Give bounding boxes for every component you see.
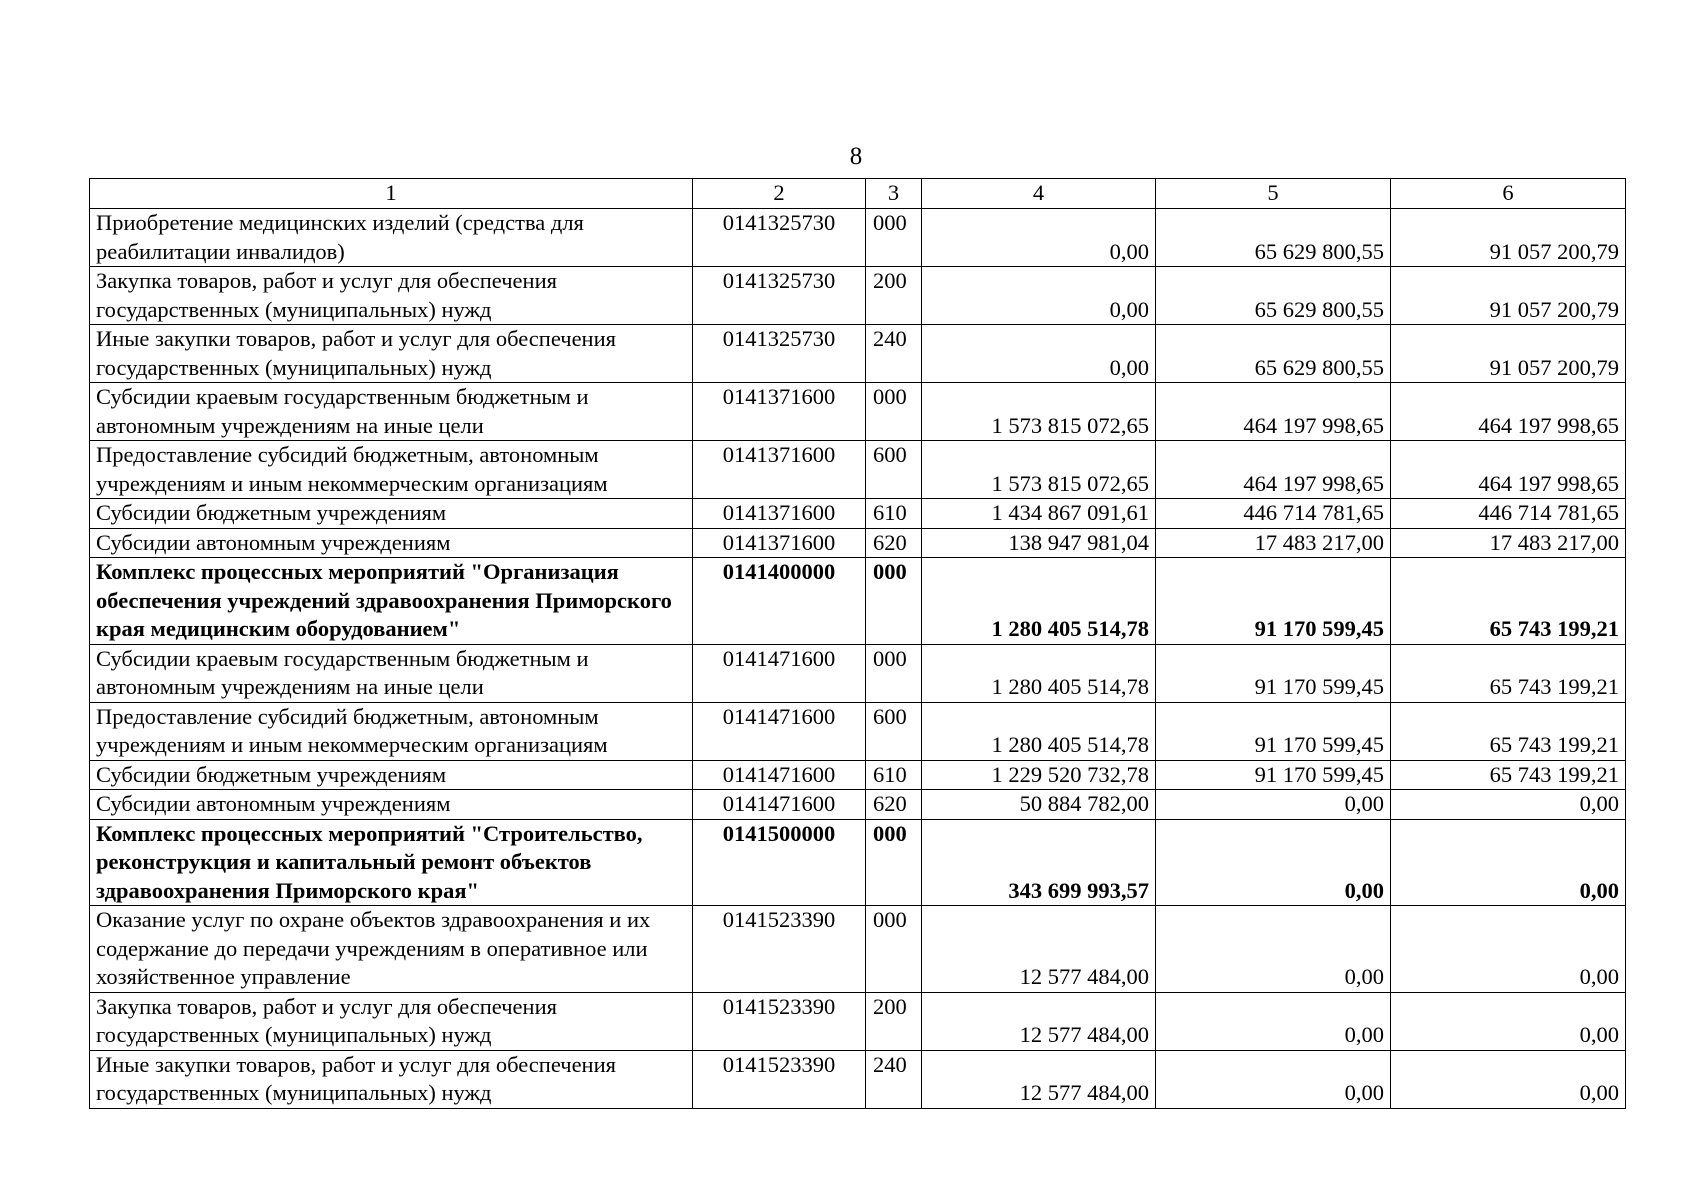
cell-name: Субсидии бюджетным учреждениям — [90, 499, 693, 529]
cell-expense-type: 000 — [866, 383, 922, 441]
cell-amount-col4: 1 280 405 514,78 — [922, 644, 1156, 702]
cell-amount-col5: 91 170 599,45 — [1156, 644, 1391, 702]
cell-amount-col6: 65 743 199,21 — [1391, 760, 1626, 790]
table-row — [90, 644, 1626, 702]
cell-name: Комплекс процессных мероприятий "Организация обеспечения учреждений здравоохранения Приморского края медицинским оборудованием" — [90, 558, 693, 645]
cell-expense-type: 200 — [866, 992, 922, 1050]
cell-amount-col6: 0,00 — [1391, 1050, 1626, 1108]
cell-amount-col4: 12 577 484,00 — [922, 1050, 1156, 1108]
cell-amount-col5: 17 483 217,00 — [1156, 528, 1391, 558]
cell-amount-col6: 65 743 199,21 — [1391, 558, 1626, 645]
cell-amount-col5: 464 197 998,65 — [1156, 383, 1391, 441]
cell-name: Предоставление субсидий бюджетным, автономным учреждениям и иным некоммерческим организациям — [90, 702, 693, 760]
column-header-2: 2 — [693, 179, 866, 209]
cell-target-code: 0141471600 — [693, 702, 866, 760]
cell-target-code: 0141523390 — [693, 906, 866, 993]
cell-amount-col6: 91 057 200,79 — [1391, 325, 1626, 383]
cell-amount-col4: 12 577 484,00 — [922, 906, 1156, 993]
cell-amount-col5: 464 197 998,65 — [1156, 441, 1391, 499]
table-row — [90, 760, 1626, 790]
cell-amount-col4: 1 280 405 514,78 — [922, 558, 1156, 645]
cell-target-code: 0141325730 — [693, 267, 866, 325]
cell-amount-col5: 91 170 599,45 — [1156, 702, 1391, 760]
cell-amount-col5: 91 170 599,45 — [1156, 558, 1391, 645]
cell-amount-col6: 65 743 199,21 — [1391, 644, 1626, 702]
table-row — [90, 441, 1626, 499]
cell-amount-col4: 1 280 405 514,78 — [922, 702, 1156, 760]
cell-target-code: 0141471600 — [693, 790, 866, 820]
cell-target-code: 0141371600 — [693, 383, 866, 441]
cell-amount-col5: 65 629 800,55 — [1156, 325, 1391, 383]
cell-name: Предоставление субсидий бюджетным, автономным учреждениям и иным некоммерческим организациям — [90, 441, 693, 499]
cell-name: Субсидии бюджетным учреждениям — [90, 760, 693, 790]
cell-target-code: 0141500000 — [693, 819, 866, 906]
cell-expense-type: 000 — [866, 558, 922, 645]
cell-name: Иные закупки товаров, работ и услуг для обеспечения государственных (муниципальных) нужд — [90, 325, 693, 383]
table-row — [90, 790, 1626, 820]
cell-amount-col6: 0,00 — [1391, 819, 1626, 906]
cell-amount-col6: 464 197 998,65 — [1391, 441, 1626, 499]
cell-name: Приобретение медицинских изделий (средства для реабилитации инвалидов) — [90, 209, 693, 267]
page-number: 8 — [849, 143, 863, 170]
cell-name: Иные закупки товаров, работ и услуг для обеспечения государственных (муниципальных) нужд — [90, 1050, 693, 1108]
cell-amount-col5: 0,00 — [1156, 790, 1391, 820]
column-header-6: 6 — [1391, 179, 1626, 209]
cell-amount-col4: 0,00 — [922, 209, 1156, 267]
table-row — [90, 558, 1626, 645]
cell-expense-type: 600 — [866, 702, 922, 760]
cell-name: Закупка товаров, работ и услуг для обеспечения государственных (муниципальных) нужд — [90, 267, 693, 325]
cell-amount-col4: 12 577 484,00 — [922, 992, 1156, 1050]
cell-amount-col4: 1 573 815 072,65 — [922, 383, 1156, 441]
table-row — [90, 499, 1626, 529]
cell-expense-type: 610 — [866, 760, 922, 790]
cell-target-code: 0141371600 — [693, 499, 866, 529]
cell-amount-col6: 0,00 — [1391, 906, 1626, 993]
cell-amount-col6: 91 057 200,79 — [1391, 267, 1626, 325]
cell-amount-col5: 0,00 — [1156, 992, 1391, 1050]
column-header-1: 1 — [90, 179, 693, 209]
cell-expense-type: 240 — [866, 1050, 922, 1108]
cell-expense-type: 620 — [866, 790, 922, 820]
table-row — [90, 528, 1626, 558]
cell-expense-type: 610 — [866, 499, 922, 529]
cell-amount-col5: 0,00 — [1156, 819, 1391, 906]
cell-amount-col5: 91 170 599,45 — [1156, 760, 1391, 790]
cell-target-code: 0141523390 — [693, 992, 866, 1050]
cell-name: Оказание услуг по охране объектов здравоохранения и их содержание до передачи учреждениям в оперативное или хозяйственное управление — [90, 906, 693, 993]
table-row — [90, 906, 1626, 993]
cell-amount-col4: 0,00 — [922, 325, 1156, 383]
cell-target-code: 0141325730 — [693, 209, 866, 267]
cell-expense-type: 000 — [866, 644, 922, 702]
cell-target-code: 0141471600 — [693, 760, 866, 790]
cell-expense-type: 600 — [866, 441, 922, 499]
cell-amount-col6: 464 197 998,65 — [1391, 383, 1626, 441]
cell-amount-col6: 0,00 — [1391, 992, 1626, 1050]
cell-target-code: 0141471600 — [693, 644, 866, 702]
budget-table — [89, 178, 1626, 1109]
column-header-3: 3 — [866, 179, 922, 209]
cell-amount-col4: 0,00 — [922, 267, 1156, 325]
cell-amount-col6: 0,00 — [1391, 790, 1626, 820]
cell-amount-col5: 65 629 800,55 — [1156, 267, 1391, 325]
cell-name: Закупка товаров, работ и услуг для обеспечения государственных (муниципальных) нужд — [90, 992, 693, 1050]
cell-expense-type: 000 — [866, 209, 922, 267]
column-header-5: 5 — [1156, 179, 1391, 209]
cell-target-code: 0141371600 — [693, 441, 866, 499]
cell-expense-type: 000 — [866, 906, 922, 993]
cell-target-code: 0141400000 — [693, 558, 866, 645]
cell-expense-type: 620 — [866, 528, 922, 558]
cell-expense-type: 200 — [866, 267, 922, 325]
cell-amount-col4: 1 573 815 072,65 — [922, 441, 1156, 499]
cell-amount-col5: 0,00 — [1156, 1050, 1391, 1108]
cell-name: Субсидии краевым государственным бюджетным и автономным учреждениям на иные цели — [90, 383, 693, 441]
table-row — [90, 383, 1626, 441]
table-row — [90, 267, 1626, 325]
cell-amount-col4: 343 699 993,57 — [922, 819, 1156, 906]
cell-amount-col6: 65 743 199,21 — [1391, 702, 1626, 760]
cell-amount-col6: 446 714 781,65 — [1391, 499, 1626, 529]
cell-name: Комплекс процессных мероприятий "Строительство, реконструкция и капитальный ремонт объектов здравоохранения Приморского края" — [90, 819, 693, 906]
cell-amount-col5: 65 629 800,55 — [1156, 209, 1391, 267]
table-header-row — [90, 179, 1626, 209]
table-row — [90, 819, 1626, 906]
table-body — [90, 179, 1626, 1109]
cell-amount-col4: 50 884 782,00 — [922, 790, 1156, 820]
cell-target-code: 0141523390 — [693, 1050, 866, 1108]
cell-amount-col4: 1 434 867 091,61 — [922, 499, 1156, 529]
cell-amount-col6: 91 057 200,79 — [1391, 209, 1626, 267]
cell-amount-col4: 138 947 981,04 — [922, 528, 1156, 558]
table-row — [90, 992, 1626, 1050]
cell-name: Субсидии автономным учреждениям — [90, 790, 693, 820]
cell-target-code: 0141325730 — [693, 325, 866, 383]
cell-amount-col5: 0,00 — [1156, 906, 1391, 993]
cell-expense-type: 240 — [866, 325, 922, 383]
cell-amount-col4: 1 229 520 732,78 — [922, 760, 1156, 790]
column-header-4: 4 — [922, 179, 1156, 209]
table-row — [90, 702, 1626, 760]
cell-expense-type: 000 — [866, 819, 922, 906]
cell-amount-col5: 446 714 781,65 — [1156, 499, 1391, 529]
cell-target-code: 0141371600 — [693, 528, 866, 558]
cell-amount-col6: 17 483 217,00 — [1391, 528, 1626, 558]
table-row — [90, 325, 1626, 383]
cell-name: Субсидии автономным учреждениям — [90, 528, 693, 558]
cell-name: Субсидии краевым государственным бюджетным и автономным учреждениям на иные цели — [90, 644, 693, 702]
table-row — [90, 209, 1626, 267]
table-row — [90, 1050, 1626, 1108]
